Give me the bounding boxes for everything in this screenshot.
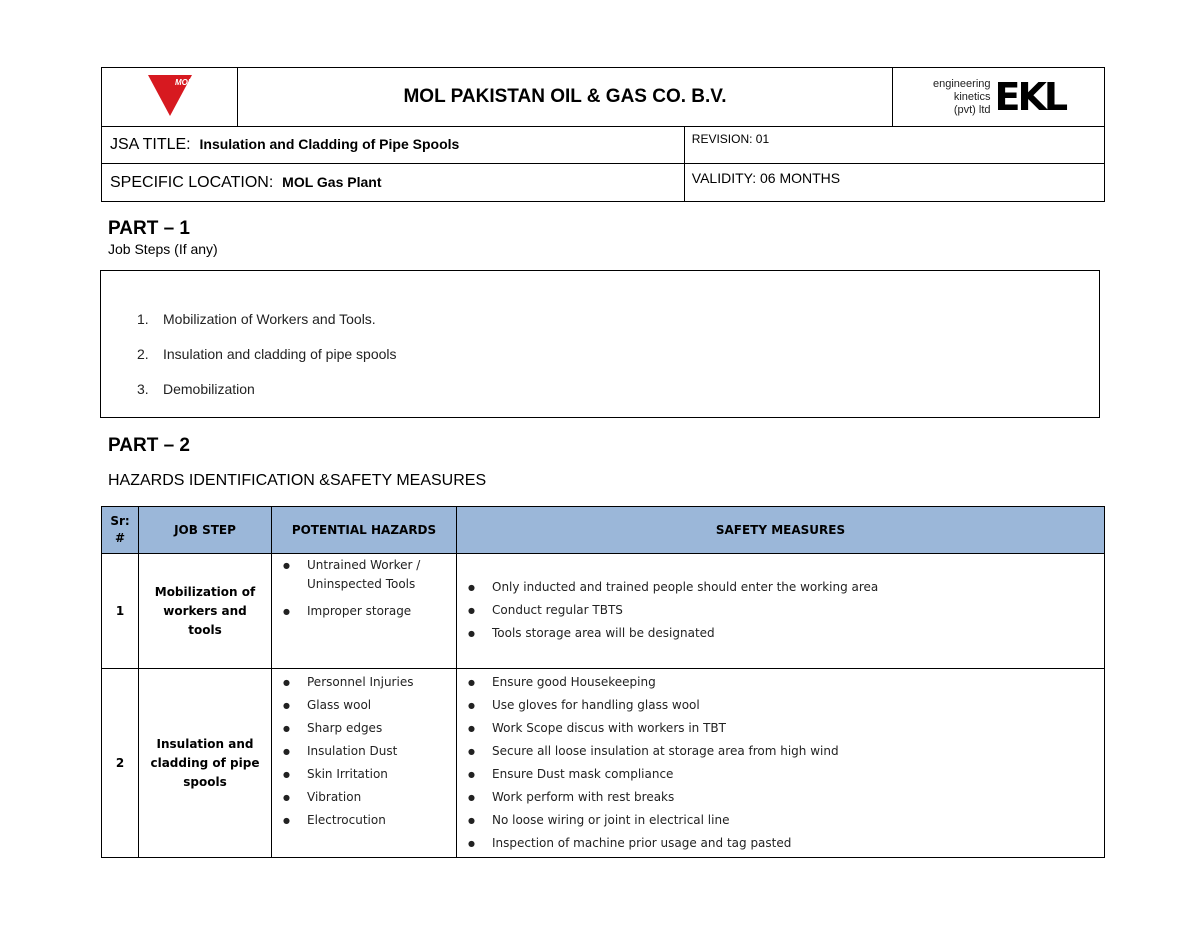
job-steps-list — [137, 311, 397, 416]
table-header-row — [102, 507, 1105, 554]
list-item: ● Tools storage area will be designated — [457, 622, 1104, 645]
part1-subtitle: Job Steps (If any) — [108, 241, 218, 257]
list-item: ● Sharp edges — [272, 717, 456, 740]
row-hazards — [272, 669, 457, 858]
list-item: ● Skin Irritation — [272, 763, 456, 786]
ekl-logo-icon: EKL — [994, 75, 1066, 119]
ekl-logo-cell — [893, 68, 1105, 127]
list-item: ● No loose wiring or joint in electrical line — [457, 809, 1104, 832]
mol-logo-cell — [102, 68, 238, 127]
list-item: 3. Demobilization — [137, 381, 255, 397]
col-sr: Sr: # — [102, 507, 139, 554]
validity: VALIDITY: 06 MONTHS — [684, 164, 1104, 202]
row-measures — [457, 669, 1105, 858]
mol-logo-icon — [145, 72, 195, 118]
svg-text:MOL: MOL — [174, 77, 193, 87]
hazards-table — [101, 506, 1105, 858]
list-item: 2. Insulation and cladding of pipe spools — [137, 346, 397, 362]
list-item: ● Work perform with rest breaks — [457, 786, 1104, 809]
list-item: ● Use gloves for handling glass wool — [457, 694, 1104, 717]
list-item: ● Secure all loose insulation at storage area from high wind — [457, 740, 1104, 763]
col-job-step: JOB STEP — [139, 507, 272, 554]
col-safety-measures: SAFETY MEASURES — [457, 507, 1105, 554]
list-item: ● Only inducted and trained people should enter the working area — [457, 576, 1104, 599]
row-sr: 2 — [102, 669, 139, 858]
list-item: ● Insulation Dust — [272, 740, 456, 763]
list-item: ● Inspection of machine prior usage and tag pasted — [457, 832, 1104, 855]
list-item: ● Glass wool — [272, 694, 456, 717]
list-item: ● Ensure Dust mask compliance — [457, 763, 1104, 786]
list-item: ● Work Scope discus with workers in TBT — [457, 717, 1104, 740]
list-item: ● Electrocution — [272, 809, 456, 832]
row-job-step: Insulation and cladding of pipe spools — [139, 669, 272, 858]
table-row — [102, 554, 1105, 669]
row-sr: 1 — [102, 554, 139, 669]
list-item: ● Personnel Injuries — [272, 671, 456, 694]
list-item: ● Vibration — [272, 786, 456, 809]
list-item: ● Conduct regular TBTS — [457, 599, 1104, 622]
row-measures — [457, 554, 1105, 669]
table-row — [102, 669, 1105, 858]
specific-location: SPECIFIC LOCATION: MOL Gas Plant — [102, 164, 685, 202]
part1-title: PART – 1 — [108, 218, 191, 239]
part2-title: PART – 2 — [108, 435, 191, 456]
list-item: 1. Mobilization of Workers and Tools. — [137, 311, 376, 327]
revision: REVISION: 01 — [684, 127, 1104, 164]
jsa-title: JSA TITLE: Insulation and Cladding of Pipe Spools — [102, 127, 685, 164]
list-item: ● Untrained Worker / Uninspected Tools — [272, 556, 456, 594]
list-item: ● Ensure good Housekeeping — [457, 671, 1104, 694]
col-potential-hazards: POTENTIAL HAZARDS — [272, 507, 457, 554]
list-item: ● Improper storage — [272, 600, 456, 623]
job-steps-box — [100, 270, 1100, 418]
row-hazards — [272, 554, 457, 669]
part2-subtitle: HAZARDS IDENTIFICATION &SAFETY MEASURES — [108, 472, 487, 489]
ekl-text: engineering kinetics (pvt) ltd — [933, 77, 991, 116]
header-table — [101, 67, 1105, 202]
row-job-step: Mobilization of workers and tools — [139, 554, 272, 669]
company-name: MOL PAKISTAN OIL & GAS CO. B.V. — [238, 68, 893, 127]
